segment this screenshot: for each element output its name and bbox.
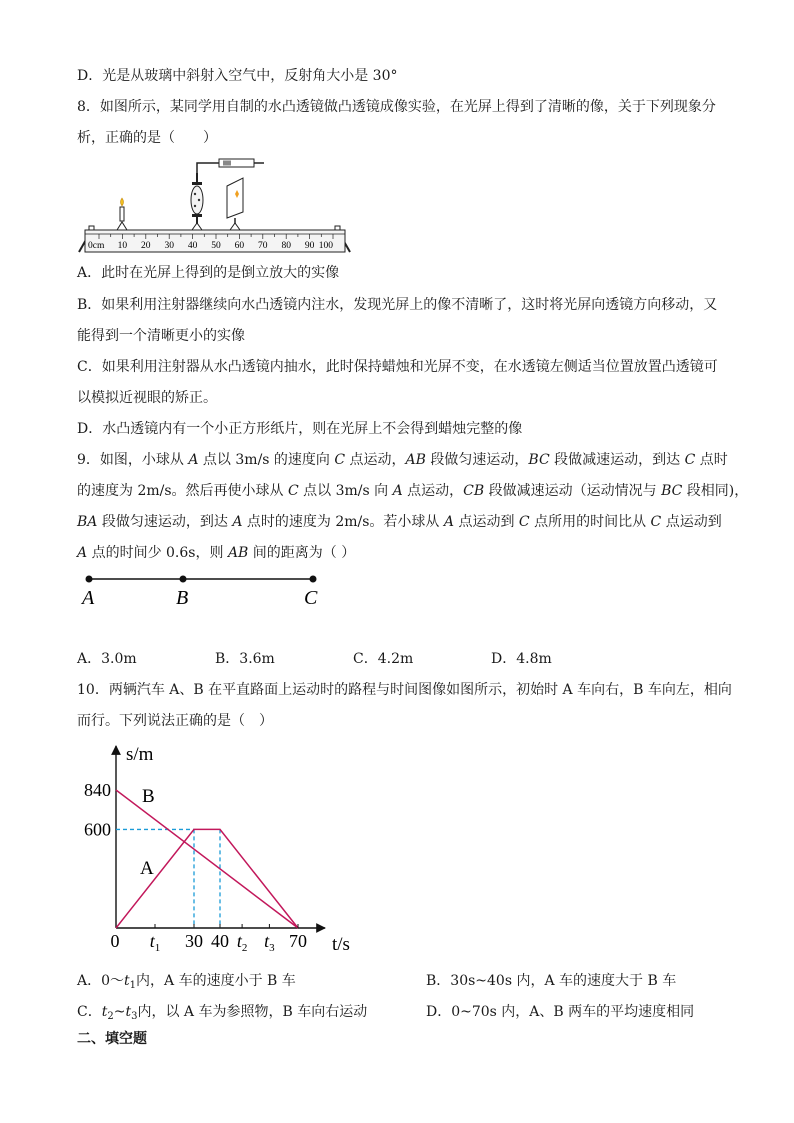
ruler-label: 30 <box>164 241 174 251</box>
x-tick-label: 30 <box>185 931 203 951</box>
q9-abc-diagram <box>78 568 328 610</box>
ruler-label: 80 <box>281 241 291 251</box>
ruler-label: 20 <box>141 241 151 251</box>
ruler-label: 50 <box>211 241 221 251</box>
q10-stem-line-1: 10．两辆汽车 A、B 在平直路面上运动时的路程与时间图像如图所示，初始时 A 车向右，B 车向左，相向 <box>77 682 732 698</box>
q8-option-b-line-1: B．如果利用注射器继续向水凸透镜内注水，发现光屏上的像不清晰了，这时将光屏向透镜方向移动，又 <box>77 297 718 313</box>
ruler-label: 90 <box>304 241 315 251</box>
candle-icon <box>117 198 127 230</box>
syringe-icon <box>197 159 264 173</box>
point-a <box>86 576 93 583</box>
ruler-label: 10 <box>117 241 128 251</box>
y-axis-label: s/m <box>126 744 154 765</box>
q8-option-c-line-1: C．如果利用注射器从水凸透镜内抽水，此时保持蜡烛和光屏不变，在水透镜左侧适当位置放置凸透镜可 <box>77 359 718 375</box>
ruler-label: 100 <box>318 241 333 251</box>
q8-stem-line-1: 8．如图所示，某同学用自制的水凸透镜做凸透镜成像实验，在光屏上得到了清晰的像，关于下列现象分 <box>77 99 716 115</box>
x-tick-label: $t_2$ <box>236 931 248 954</box>
light-screen-icon <box>227 178 243 230</box>
x-tick-label: $t_3$ <box>264 931 275 954</box>
q10-st-chart <box>70 738 370 960</box>
ruler-label: 70 <box>258 241 268 251</box>
point-c <box>310 576 317 583</box>
x-tick-label: 40 <box>211 931 229 951</box>
label-c: C <box>304 587 318 609</box>
series-label-b: B <box>142 786 155 807</box>
q9-option-c: C．4.2m <box>353 651 414 667</box>
q8-option-d: D．水凸透镜内有一个小正方形纸片，则在光屏上不会得到蜡烛完整的像 <box>77 421 523 437</box>
optical-bench-ruler <box>79 226 350 252</box>
q8-option-b-line-2: 能得到一个清晰更小的实像 <box>77 328 245 344</box>
q8-optical-bench-figure <box>77 156 352 254</box>
q8-option-a: A．此时在光屏上得到的是倒立放大的实像 <box>77 265 340 281</box>
q9-option-d: D．4.8m <box>491 651 552 667</box>
q10-option-a: A．$0\sim t_1$内，A 车的速度小于 B 车 <box>77 973 296 991</box>
water-lens-icon <box>191 173 203 230</box>
q10-option-c: C．$t_2\sim t_3$内，以 A 车为参照物，B 车向右运动 <box>77 1004 368 1022</box>
section-heading: 二、填空题 <box>77 1031 147 1047</box>
label-a: A <box>82 587 95 609</box>
q9-stem-line-2: 的速度为 2m/s。然后再使小球从 C 点以 3m/s 向 A 点运动，CB 段做减速运动（运动情况与 BC 段相同)， <box>77 483 749 499</box>
y-tick-label: 600 <box>84 819 111 840</box>
point-b <box>180 576 187 583</box>
ruler-label: 0cm <box>88 241 105 251</box>
label-b: B <box>176 587 189 609</box>
q9-stem-line-3: BA 段做匀速运动，到达 A 点时的速度为 2m/s。若小球从 A 点运动到 C 点所用的时间比从 C 点运动到 <box>77 514 722 530</box>
q8-option-c-line-2: 以模拟近视眼的矫正。 <box>77 390 217 406</box>
q10-option-d: D．0~70s 内，A、B 两车的平均速度相同 <box>426 1004 695 1020</box>
q9-stem-line-4: A 点的时间少 0.6s，则 AB 间的距离为（ ） <box>77 545 356 561</box>
q9-option-b: B．3.6m <box>215 651 275 667</box>
q7-option-d: D．光是从玻璃中斜射入空气中，反射角大小是 30° <box>77 68 398 84</box>
ruler-label: 40 <box>187 241 198 251</box>
q9-option-a: A．3.0m <box>77 651 137 667</box>
y-tick-label: 840 <box>84 780 111 800</box>
x-tick-label: 70 <box>289 931 307 951</box>
series-label-a: A <box>140 858 154 879</box>
q8-stem-line-2: 析，正确的是（ ） <box>77 130 217 146</box>
q9-stem-line-1: 9．如图，小球从 A 点以 3m/s 的速度向 C 点运动，AB 段做匀速运动，BC 段做减速运动，到达 C 点时 <box>77 452 728 468</box>
q10-stem-line-2: 而行。下列说法正确的是（ ） <box>77 713 273 729</box>
q10-option-b: B．30s~40s 内，A 车的速度大于 B 车 <box>426 973 677 989</box>
x-tick-label: 0 <box>110 931 120 951</box>
x-axis-label: t/s <box>332 934 350 955</box>
x-tick-label: $t_1$ <box>149 931 161 954</box>
ruler-label: 60 <box>234 241 245 251</box>
